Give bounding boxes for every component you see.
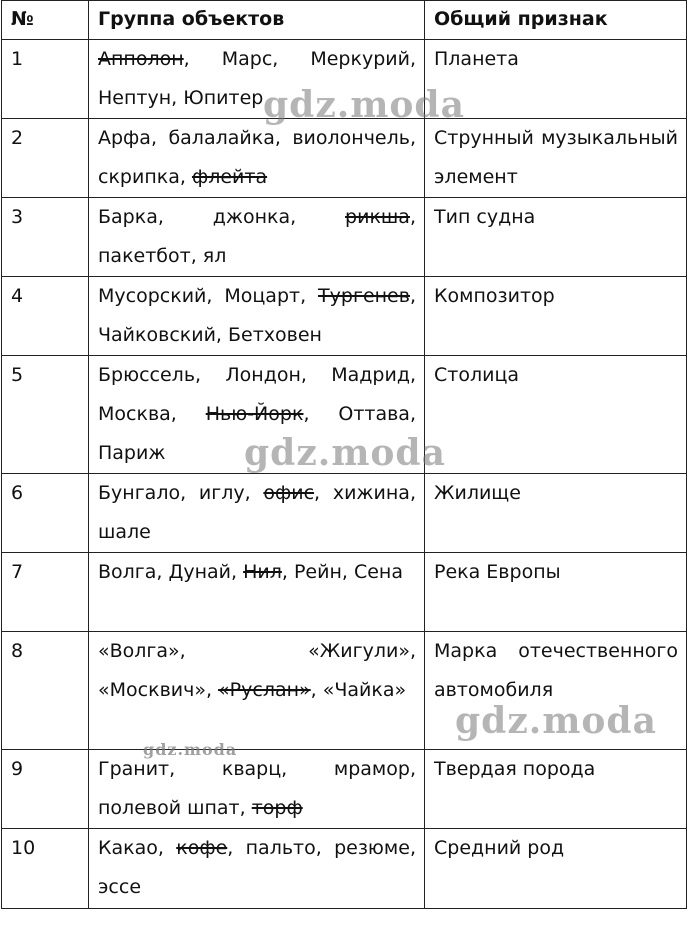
header-group: Группа объектов (89, 1, 425, 40)
table-row (2, 119, 687, 198)
group-cell (89, 40, 425, 119)
group-objects-text: , Оттава, Париж (98, 403, 416, 464)
group-cell (89, 750, 425, 829)
group-objects-text: Арфа, балалайка, виолончель, скрипка, (98, 127, 416, 188)
excluded-object: Нил (243, 561, 282, 583)
table-row (2, 750, 687, 829)
common-feature: Жилище (425, 474, 687, 553)
group-objects-text: Бунгало, иглу, (98, 482, 264, 504)
excluded-object: Тургенев (318, 285, 410, 307)
common-feature: Столица (425, 356, 687, 474)
group-objects-text: , Рейн, Сена (281, 561, 403, 583)
row-number: 9 (2, 750, 89, 829)
table-body (2, 40, 687, 909)
common-feature: Средний род (425, 829, 687, 909)
table-header-row (2, 1, 687, 40)
table-row (2, 829, 687, 909)
table-row (2, 632, 687, 750)
common-feature: Река Европы (425, 553, 687, 632)
row-number: 6 (2, 474, 89, 553)
common-feature: Марка отечественного автомобиля (425, 632, 687, 750)
excluded-object: Апполон (98, 48, 184, 70)
group-cell (89, 632, 425, 750)
group-objects-text: Волга, Дунай, (98, 561, 244, 583)
group-cell (89, 119, 425, 198)
row-number: 7 (2, 553, 89, 632)
group-cell (89, 829, 425, 909)
classification-table (1, 0, 687, 909)
group-cell (89, 356, 425, 474)
header-number: № (2, 1, 89, 40)
header-feature: Общий признак (425, 1, 687, 40)
group-cell (89, 553, 425, 632)
table-row (2, 277, 687, 356)
row-number: 5 (2, 356, 89, 474)
excluded-object: «Руслан» (218, 679, 311, 701)
row-number: 3 (2, 198, 89, 277)
table-row (2, 474, 687, 553)
excluded-object: торф (251, 797, 303, 819)
group-objects-text: Какао, (98, 837, 177, 859)
watermark: gdz.moda (263, 84, 465, 126)
group-objects-text: Брюссель, Лондон, Мадрид, Москва, (98, 364, 416, 425)
excluded-object: флейта (191, 166, 268, 188)
common-feature: Струнный музыкальный элемент (425, 119, 687, 198)
table-row (2, 40, 687, 119)
watermark: gdz.moda (143, 740, 238, 759)
row-number: 8 (2, 632, 89, 750)
excluded-object: кофе (176, 837, 228, 859)
group-cell (89, 277, 425, 356)
excluded-object: офис (263, 482, 315, 504)
group-cell (89, 198, 425, 277)
row-number: 4 (2, 277, 89, 356)
group-cell (89, 474, 425, 553)
excluded-object: Нью-Йорк (205, 403, 304, 425)
watermark: gdz.moda (455, 700, 657, 742)
group-objects-text: , Чайковский, Бетховен (98, 285, 416, 346)
group-objects-text: Барка, джонка, (98, 206, 346, 228)
row-number: 1 (2, 40, 89, 119)
group-objects-text: Мусорский, Моцарт, (98, 285, 319, 307)
table-row (2, 198, 687, 277)
group-objects-text: , пальто, резюме, эссе (98, 837, 416, 898)
group-objects-text: , хижина, шале (98, 482, 416, 543)
common-feature: Тип судна (425, 198, 687, 277)
group-objects-text: , «Чайка» (310, 679, 407, 701)
group-objects-text: , Марс, Меркурий, Нептун, Юпитер (98, 48, 416, 109)
row-number: 10 (2, 829, 89, 909)
table-row (2, 553, 687, 632)
table-row (2, 356, 687, 474)
common-feature: Твердая порода (425, 750, 687, 829)
row-number: 2 (2, 119, 89, 198)
common-feature: Планета (425, 40, 687, 119)
group-objects-text: , пакетбот, ял (98, 206, 416, 267)
excluded-object: рикша (345, 206, 410, 228)
group-objects-text: «Волга», «Жигули», «Москвич», (98, 640, 416, 701)
common-feature: Композитор (425, 277, 687, 356)
watermark: gdz.moda (244, 432, 446, 474)
group-objects-text: Гранит, кварц, мрамор, полевой шпат, (98, 758, 416, 819)
